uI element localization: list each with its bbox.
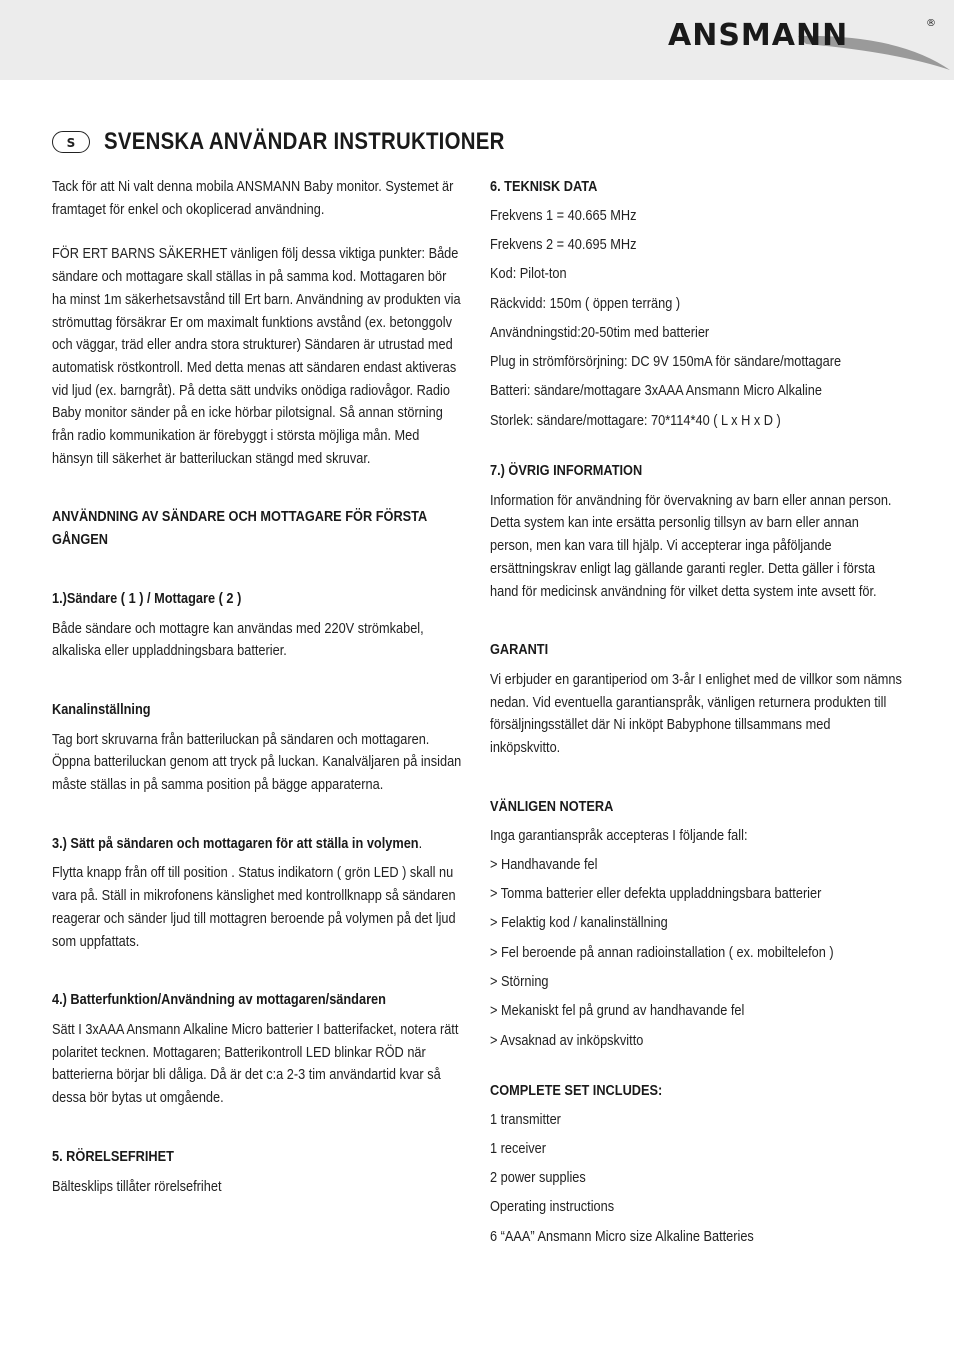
note-line: > Avsaknad av inköpskvitto: [490, 1032, 644, 1049]
logo-wordmark: ANSMANN: [668, 18, 849, 53]
set-item: 2 power supplies: [490, 1170, 586, 1187]
section-5-heading: 5. RÖRELSEFRIHET: [52, 1148, 174, 1165]
note-line: Inga garantianspråk accepteras I följande fall:: [490, 827, 748, 844]
section-4-text: Sätt I 3xAAA Ansmann Alkaline Micro batterier I batterifacket, notera rätt polaritet tecknen. Mottagaren; Batterikontroll LED blinkar RÖD när batterierna börjar bli dåliga. Då är det c:a 2-3 tim användartid kvar så dessa bör bytas ut omgående.: [52, 1021, 459, 1107]
first-use-heading: ANVÄNDNING AV SÄNDARE OCH MOTTAGARE FÖR FÖRSTA GÅNGEN: [52, 509, 427, 549]
note-line: > Tomma batterier eller defekta uppladdningsbara batterier: [490, 886, 822, 903]
set-item: Operating instructions: [490, 1199, 615, 1216]
page-title: SVENSKA ANVÄNDAR INSTRUKTIONER: [104, 128, 505, 155]
note-line: > Mekaniskt fel på grund av handhavande fel: [490, 1003, 745, 1020]
registered-mark: ®: [926, 18, 936, 29]
channel-heading: Kanalinställning: [52, 701, 151, 718]
right-column: [490, 176, 902, 1252]
section-3-text: Flytta knapp från off till position . Status indikatorn ( grön LED ) skall nu vara på. Ställ in mikrofonens känslighet med kontrollknapp så sändaren reagerar och sänder ljud till mottagren beroende på volymen på det ljud som uppfattats.: [52, 865, 456, 950]
left-column: [52, 176, 464, 1198]
section-3-heading-text: 3.) Sätt på sändaren och mottagaren för att ställa in volymen: [52, 835, 419, 852]
warranty-heading: GARANTI: [490, 642, 549, 659]
ansmann-logo: [668, 12, 950, 80]
tech-data-line: Plug in strömförsörjning: DC 9V 150mA för sändare/mottagare: [490, 354, 842, 371]
set-item: 1 transmitter: [490, 1111, 561, 1128]
section-7-text: Information för användning för övervakning av barn eller annan person. Detta system kan inte ersätta personlig tillsyn av barn eller annan person, men kan vara till hjälp. Vi accepterar inga påföljande ersättningskrav enligt lag gällande garanti regler. Detta gäller i första hand för medicinsk användning för vilket detta system inte avsett för.: [490, 492, 892, 600]
tech-data-line: Räckvidd: 150m ( öppen terräng ): [490, 295, 681, 312]
set-item: 6 “AAA” Ansmann Micro size Alkaline Batteries: [490, 1228, 754, 1245]
safety-paragraph: FÖR ERT BARNS SÄKERHET vänligen följ dessa viktiga punkter: Både sändare och mottagare skall ställas in på samma kod. Mottagaren bör ha minst 1m säkerhetsavstånd till Ert barn. Användning av produkten via strömuttag försäkrar Er om maximalt funktions avstånd (ex. betonggolv och väggar, träd eller andra stora strukturer) Sändaren är utrustad med automatisk röstkontroll. Med detta menas att sändaren endast aktiveras vid ljud (ex. barngråt). På detta sätt undviks onödiga radiovågor. Radio Baby monitor sänder på en icke hörbar pilotsignal. Så annan störning från radio kommunikation är förebyggt i största möjliga mån. Med hänsyn till säkerhet är batteriluckan stängd med skruvar.: [52, 246, 461, 467]
section-5-text: Bältesklips tillåter rörelsefrihet: [52, 1178, 222, 1195]
note-line: > Störning: [490, 974, 549, 990]
tech-data-list: [490, 202, 902, 436]
language-badge: S: [52, 131, 90, 153]
tech-data-line: Användningstid:20-50tim med batterier: [490, 324, 710, 341]
channel-text: Tag bort skruvarna från batteriluckan på sändaren och mottagaren. Öppna batteriluckan genom att tryck på luckan. Kanalväljaren på insidan måste ställas in på samma position på bägge apparaterna.: [52, 731, 462, 794]
section-7-heading: 7.) ÖVRIG INFORMATION: [490, 463, 643, 480]
tech-data-line: Kod: Pilot-ton: [490, 266, 567, 283]
section-1-text: Både sändare och mottagre kan användas med 220V strömkabel, alkaliska eller uppladdningsbara batterier.: [52, 620, 424, 660]
section-6-heading: 6. TEKNISK DATA: [490, 179, 598, 195]
note-line: > Handhavande fel: [490, 856, 598, 873]
note-line: > Fel beroende på annan radioinstallation ( ex. mobiltelefon ): [490, 944, 834, 961]
set-includes-list: [490, 1106, 902, 1252]
intro-paragraph: Tack för att Ni valt denna mobila ANSMANN Baby monitor. Systemet är framtaget för enkel och okoplicerad användning.: [52, 179, 454, 218]
tech-data-line: Frekvens 1 = 40.665 MHz: [490, 207, 637, 224]
tech-data-line: Batteri: sändare/mottagare 3xAAA Ansmann Micro Alkaline: [490, 383, 822, 400]
note-line: > Felaktig kod / kanalinställning: [490, 915, 668, 932]
warranty-text: Vi erbjuder en garantiperiod om 3-år I enlighet med de villkor som nämns nedan. Vid eventuella garantianspråk, vänligen returnera produkten till försäljningsstället där Ni inköpt Babyphone tillsammans med inköpskvitto.: [490, 672, 902, 757]
section-3-heading: [52, 833, 464, 856]
note-list: [490, 822, 902, 1056]
tech-data-line: Storlek: sändare/mottagare: 70*114*40 ( L x H x D ): [490, 412, 781, 429]
tech-data-line: Frekvens 2 = 40.695 MHz: [490, 237, 637, 253]
set-includes-heading: COMPLETE SET INCLUDES:: [490, 1082, 663, 1099]
set-item: 1 receiver: [490, 1140, 547, 1157]
section-1-heading: 1.)Sändare ( 1 ) / Mottagare ( 2 ): [52, 590, 242, 607]
section-3-heading-suffix: .: [418, 835, 423, 852]
section-4-heading: 4.) Batterfunktion/Användning av mottagaren/sändaren: [52, 992, 386, 1009]
note-heading: VÄNLIGEN NOTERA: [490, 798, 614, 815]
